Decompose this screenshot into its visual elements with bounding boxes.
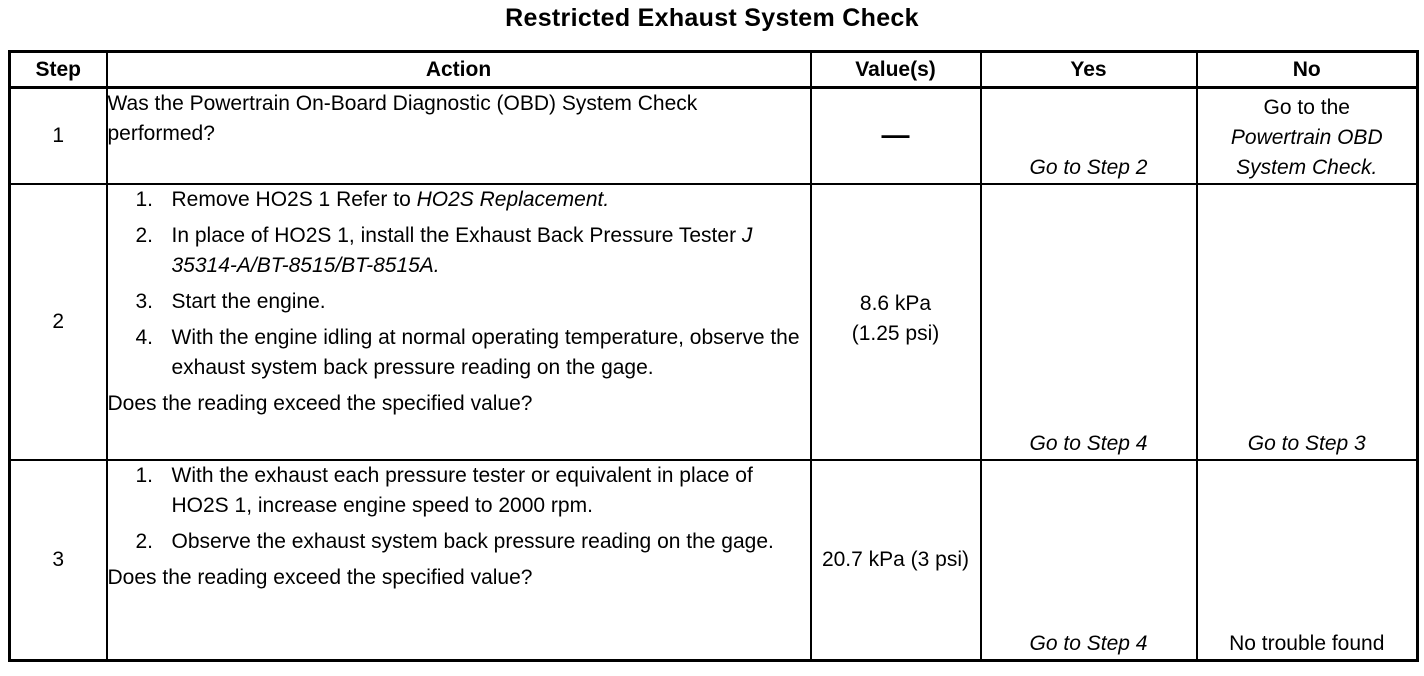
diagnostic-table xyxy=(8,50,1419,662)
substep-list xyxy=(108,185,810,383)
value-dash: — xyxy=(881,118,910,150)
substep-text: With the exhaust each pressure tester or equivalent in place of HO2S 1, increase engine speed to 2000 rpm. xyxy=(171,464,753,517)
substep-number: 4. xyxy=(135,326,154,349)
table-row-step-2 xyxy=(10,184,1418,460)
no-prefix: Go to the xyxy=(1263,96,1350,119)
value-cell xyxy=(811,184,981,460)
substep-item xyxy=(108,461,810,521)
no-link-line2[interactable]: System Check. xyxy=(1236,156,1378,179)
substep-text: Remove HO2S 1 Refer to xyxy=(171,188,417,211)
value-cell: 20.7 kPa (3 psi) xyxy=(811,460,981,660)
value-psi: (1.25 psi) xyxy=(851,322,940,345)
substep-number: 2. xyxy=(135,530,154,553)
substep-number: 1. xyxy=(135,188,154,211)
header-values: Value(s) xyxy=(811,52,981,88)
action-cell xyxy=(107,88,811,185)
substep-number: 2. xyxy=(135,224,154,247)
value-kpa: 8.6 kPa xyxy=(859,292,932,315)
header-action: Action xyxy=(107,52,811,88)
substep-number: 3. xyxy=(135,290,154,313)
action-cell xyxy=(107,184,811,460)
yes-cell[interactable]: Go to Step 4 xyxy=(981,460,1197,660)
action-question: Does the reading exceed the specified value? xyxy=(107,566,533,589)
substep-number: 1. xyxy=(135,464,154,487)
substep-item xyxy=(108,185,810,215)
substep-text: Start the engine. xyxy=(171,290,326,313)
no-cell[interactable]: Go to Step 3 xyxy=(1197,184,1418,460)
substep-text: Observe the exhaust system back pressure reading on the gage. xyxy=(171,530,774,553)
substep-item xyxy=(108,323,810,383)
substep-item xyxy=(108,527,810,557)
substep-text: With the engine idling at normal operating temperature, observe the exhaust system back pressure reading on the gage. xyxy=(171,326,800,379)
no-cell: No trouble found xyxy=(1197,460,1418,660)
yes-cell[interactable]: Go to Step 4 xyxy=(981,184,1197,460)
header-yes: Yes xyxy=(981,52,1197,88)
header-no: No xyxy=(1197,52,1418,88)
action-question: Was the Powertrain On-Board Diagnostic (OBD) System Check performed? xyxy=(107,92,698,145)
value-cell xyxy=(811,88,981,185)
action-cell xyxy=(107,460,811,660)
no-cell xyxy=(1197,88,1418,185)
substep-list xyxy=(108,461,810,557)
step-number: 2 xyxy=(10,184,107,460)
header-step: Step xyxy=(10,52,107,88)
step-number: 1 xyxy=(10,88,107,185)
yes-cell[interactable]: Go to Step 2 xyxy=(981,88,1197,185)
no-link-line1[interactable]: Powertrain OBD xyxy=(1230,126,1383,149)
substep-text: In place of HO2S 1, install the Exhaust Back Pressure Tester xyxy=(171,224,742,247)
substep-reference[interactable]: HO2S Replacement. xyxy=(416,188,610,211)
table-row-step-1 xyxy=(10,88,1418,185)
substep-item xyxy=(108,287,810,317)
substep-item xyxy=(108,221,810,281)
document-title: Restricted Exhaust System Check xyxy=(505,4,919,32)
action-question: Does the reading exceed the specified value? xyxy=(107,392,533,415)
table-row-step-3 xyxy=(10,460,1418,660)
substep-reference: J 35314-A/BT-8515/BT-8515A. xyxy=(171,224,753,277)
step-number: 3 xyxy=(10,460,107,660)
table-header-row xyxy=(10,52,1418,88)
